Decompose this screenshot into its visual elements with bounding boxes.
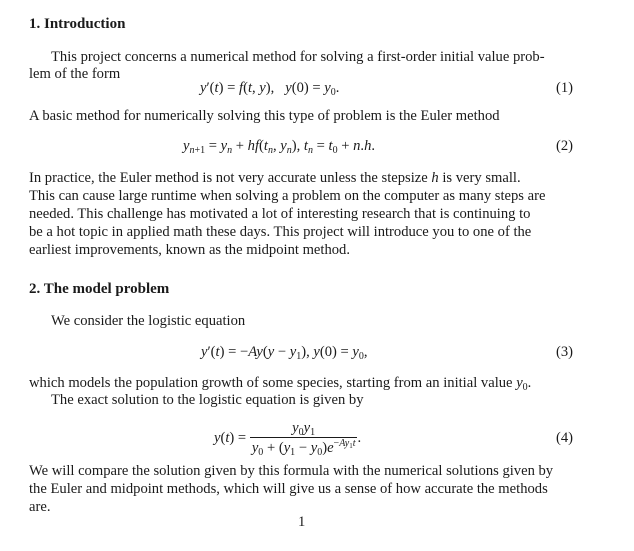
- section-number: 1.: [29, 16, 41, 32]
- paragraph-line: lem of the form: [29, 66, 121, 82]
- equation-3: $y'(t) = -Ay(y - y_1)$, $y(0) = y_0$,: [201, 344, 368, 362]
- paragraph-line: In practice, the Euler method is not very accurate unless the stepsize h is very small.: [29, 170, 521, 186]
- section-2-heading: [29, 281, 169, 298]
- paragraph-line: needed. This challenge has motivated a lot of interesting research that is continuing to: [29, 206, 531, 222]
- section-title: The model problem: [43, 281, 170, 297]
- section-title: Introduction: [44, 16, 126, 32]
- paragraph-line: the Euler and midpoint methods, which will give us a sense of how accurate the methods: [29, 481, 548, 497]
- paragraph-line: which models the population growth of some species, starting from an initial value $y_0$.: [29, 375, 532, 393]
- paragraph-line: A basic method for numerically solving this type of problem is the Euler method: [29, 108, 500, 124]
- section-1-heading: [29, 16, 125, 33]
- paragraph-line: be a hot topic in applied math these days. This project will introduce you to one of the: [29, 224, 532, 240]
- fraction: $\frac{y_0y_1}{y_0 + (y_1 - y_0)e^{-Ay_1t}}$: [251, 420, 356, 458]
- equation-number: (1): [556, 80, 574, 96]
- equation-4: y(t) = $\frac{y_0y_1}{y_0 + (y_1 - y_0)e^{-Ay_1t}}$ .: [214, 420, 362, 458]
- paragraph-line: We will compare the solution given by this formula with the numerical solutions given by: [29, 463, 554, 479]
- paragraph-line: The exact solution to the logistic equation is given by: [51, 392, 364, 408]
- equation-2: $y_{n+1} = y_n + hf(t_n$, $y_n$), $t_n = t_0 + n.h$.: [183, 138, 376, 156]
- paragraph-line: are.: [29, 499, 51, 515]
- paragraph-line: earliest improvements, known as the midpoint method.: [29, 242, 351, 258]
- equation-1: y′(t) = f(t, y), $y(0) = y_0$.: [200, 80, 340, 98]
- section-number: 2.: [29, 281, 41, 297]
- equation-number: (3): [556, 344, 574, 360]
- paragraph-line: We consider the logistic equation: [51, 313, 246, 329]
- equation-number: (2): [556, 138, 574, 154]
- page-number: 1: [298, 514, 306, 530]
- paragraph-line: This can cause large runtime when solving a problem on the computer as many steps are: [29, 188, 546, 204]
- equation-number: (4): [556, 430, 574, 446]
- paragraph-line: This project concerns a numerical method for solving a first-order initial value prob-: [51, 49, 545, 65]
